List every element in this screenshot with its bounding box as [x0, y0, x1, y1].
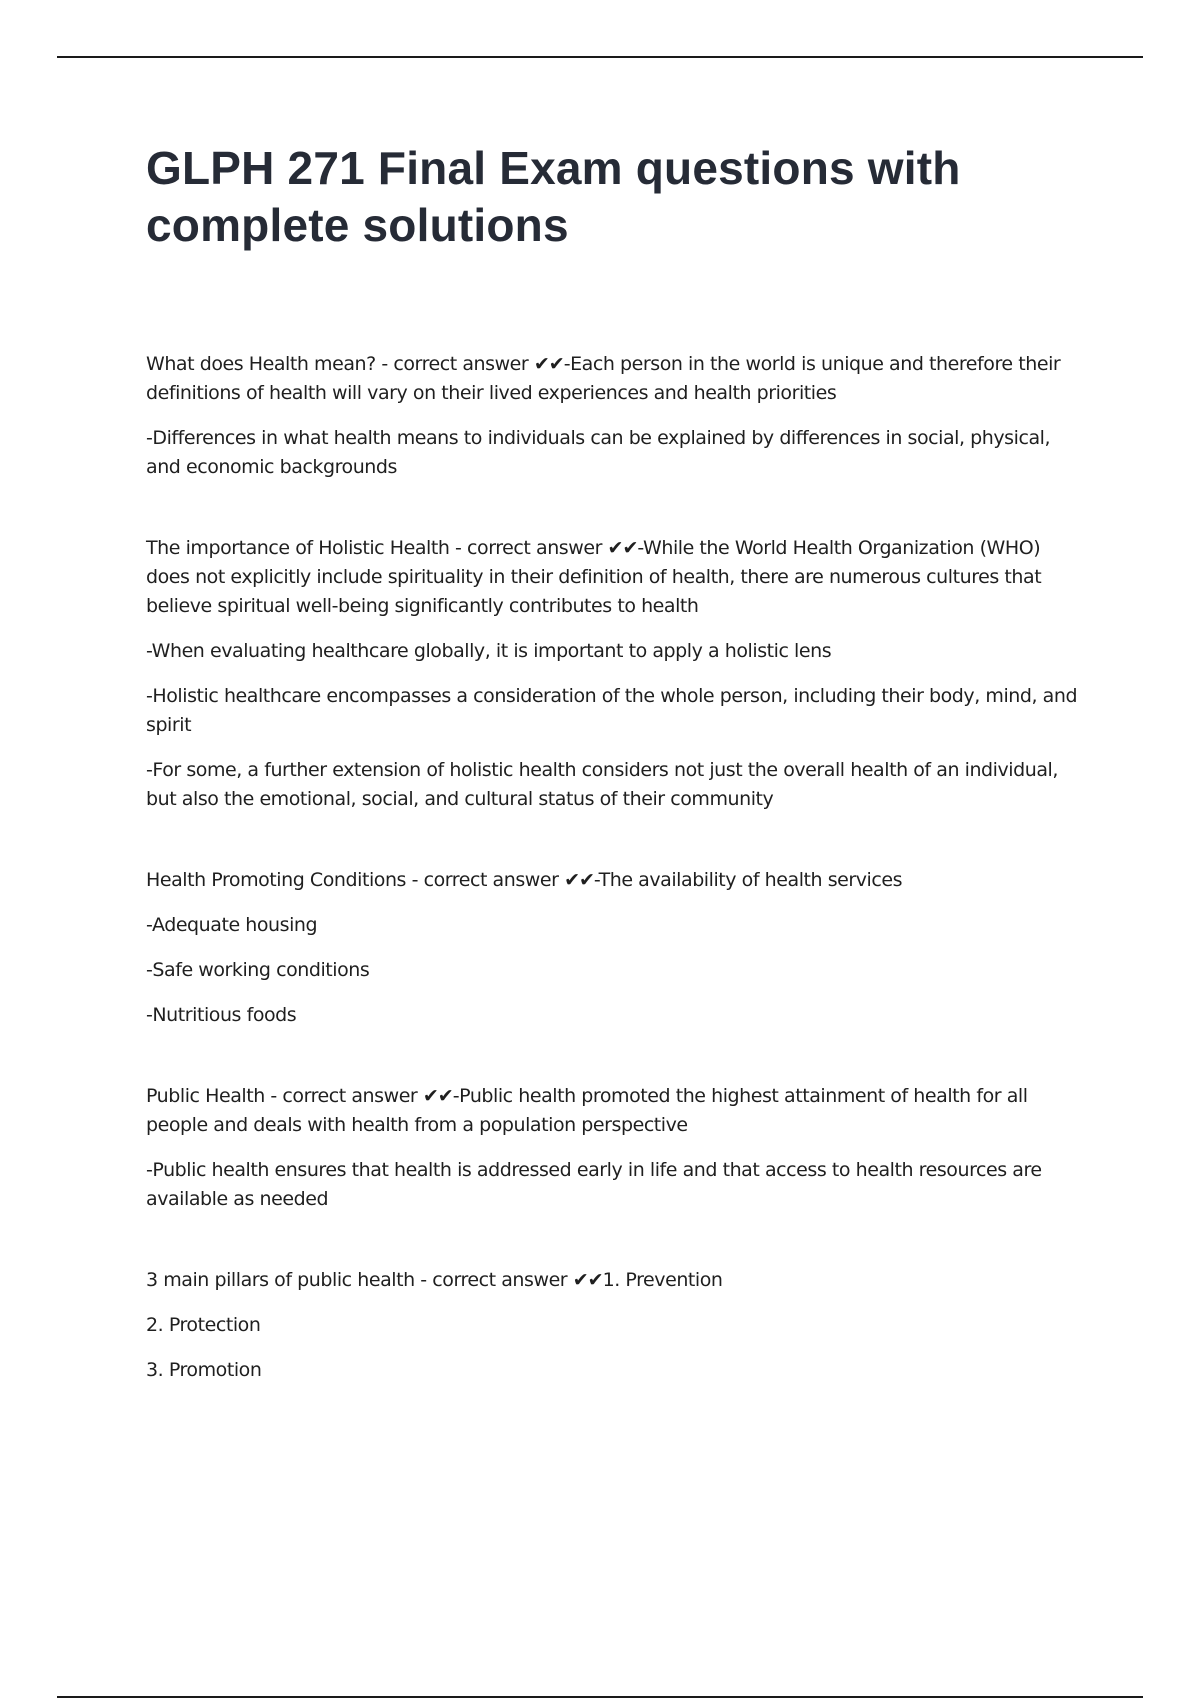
qa-item	[146, 350, 1086, 482]
answer-separator: - correct answer	[414, 1269, 573, 1291]
qa-item	[146, 1266, 1086, 1385]
question-text: The importance of Holistic Health	[146, 537, 450, 559]
qa-question-line	[146, 1266, 1086, 1295]
answer-separator: - correct answer	[264, 1085, 423, 1107]
answer-line: 3. Promotion	[146, 1359, 262, 1381]
qa-list	[146, 350, 1086, 1385]
answer-separator: - correct answer	[406, 869, 565, 891]
bottom-rule	[57, 1696, 1143, 1698]
top-rule	[57, 56, 1143, 58]
answer-text: 1. Prevention	[602, 1269, 723, 1291]
answer-line: -Differences in what health means to individuals can be explained by differences in social, physical, and economic backgrounds	[146, 427, 1051, 478]
answer-line: -Adequate housing	[146, 914, 318, 936]
answer-text: -Public health promoted the highest attainment of health for all people and deals with health from a population perspective	[146, 1085, 1028, 1136]
answer-separator: - correct answer	[375, 353, 534, 375]
document-title: GLPH 271 Final Exam questions with complete solutions	[146, 142, 961, 251]
question-text: What does Health mean?	[146, 353, 376, 375]
checkmark-icon: ✔✔	[564, 869, 594, 891]
answer-separator: - correct answer	[449, 537, 608, 559]
answer-text: -Each person in the world is unique and therefore their definitions of health will vary on their lived experiences and health priorities	[146, 353, 1061, 404]
question-text: Health Promoting Conditions	[146, 869, 406, 891]
checkmark-icon: ✔✔	[607, 537, 638, 559]
answer-line: -Safe working conditions	[146, 959, 370, 981]
qa-question-line	[146, 1082, 1086, 1140]
answer-line: 2. Protection	[146, 1314, 261, 1336]
qa-item	[146, 534, 1086, 814]
checkmark-icon: ✔✔	[422, 1085, 453, 1107]
qa-question-line	[146, 866, 1086, 895]
answer-line: -Public health ensures that health is addressed early in life and that access to health resources are available as needed	[146, 1159, 1042, 1210]
answer-line: -For some, a further extension of holistic health considers not just the overall health of an individual, but also the emotional, social, and cultural status of their community	[146, 759, 1058, 810]
answer-text: -The availability of health services	[593, 869, 903, 891]
answer-line: -When evaluating healthcare globally, it is important to apply a holistic lens	[146, 640, 832, 662]
document-page	[146, 140, 1086, 1437]
answer-line: -Holistic healthcare encompasses a consideration of the whole person, including their body, mind, and spirit	[146, 685, 1078, 736]
answer-text: -While the World Health Organization (WHO) does not explicitly include spirituality in their definition of health, there are numerous cultures that believe spiritual well-being significantly contributes to health	[146, 537, 1042, 617]
qa-item	[146, 866, 1086, 1030]
question-text: 3 main pillars of public health	[146, 1269, 415, 1291]
checkmark-icon: ✔✔	[572, 1269, 603, 1291]
checkmark-icon: ✔✔	[533, 353, 564, 375]
qa-question-line	[146, 534, 1086, 621]
qa-question-line	[146, 350, 1086, 408]
qa-item	[146, 1082, 1086, 1214]
question-text: Public Health	[146, 1085, 265, 1107]
answer-line: -Nutritious foods	[146, 1004, 297, 1026]
